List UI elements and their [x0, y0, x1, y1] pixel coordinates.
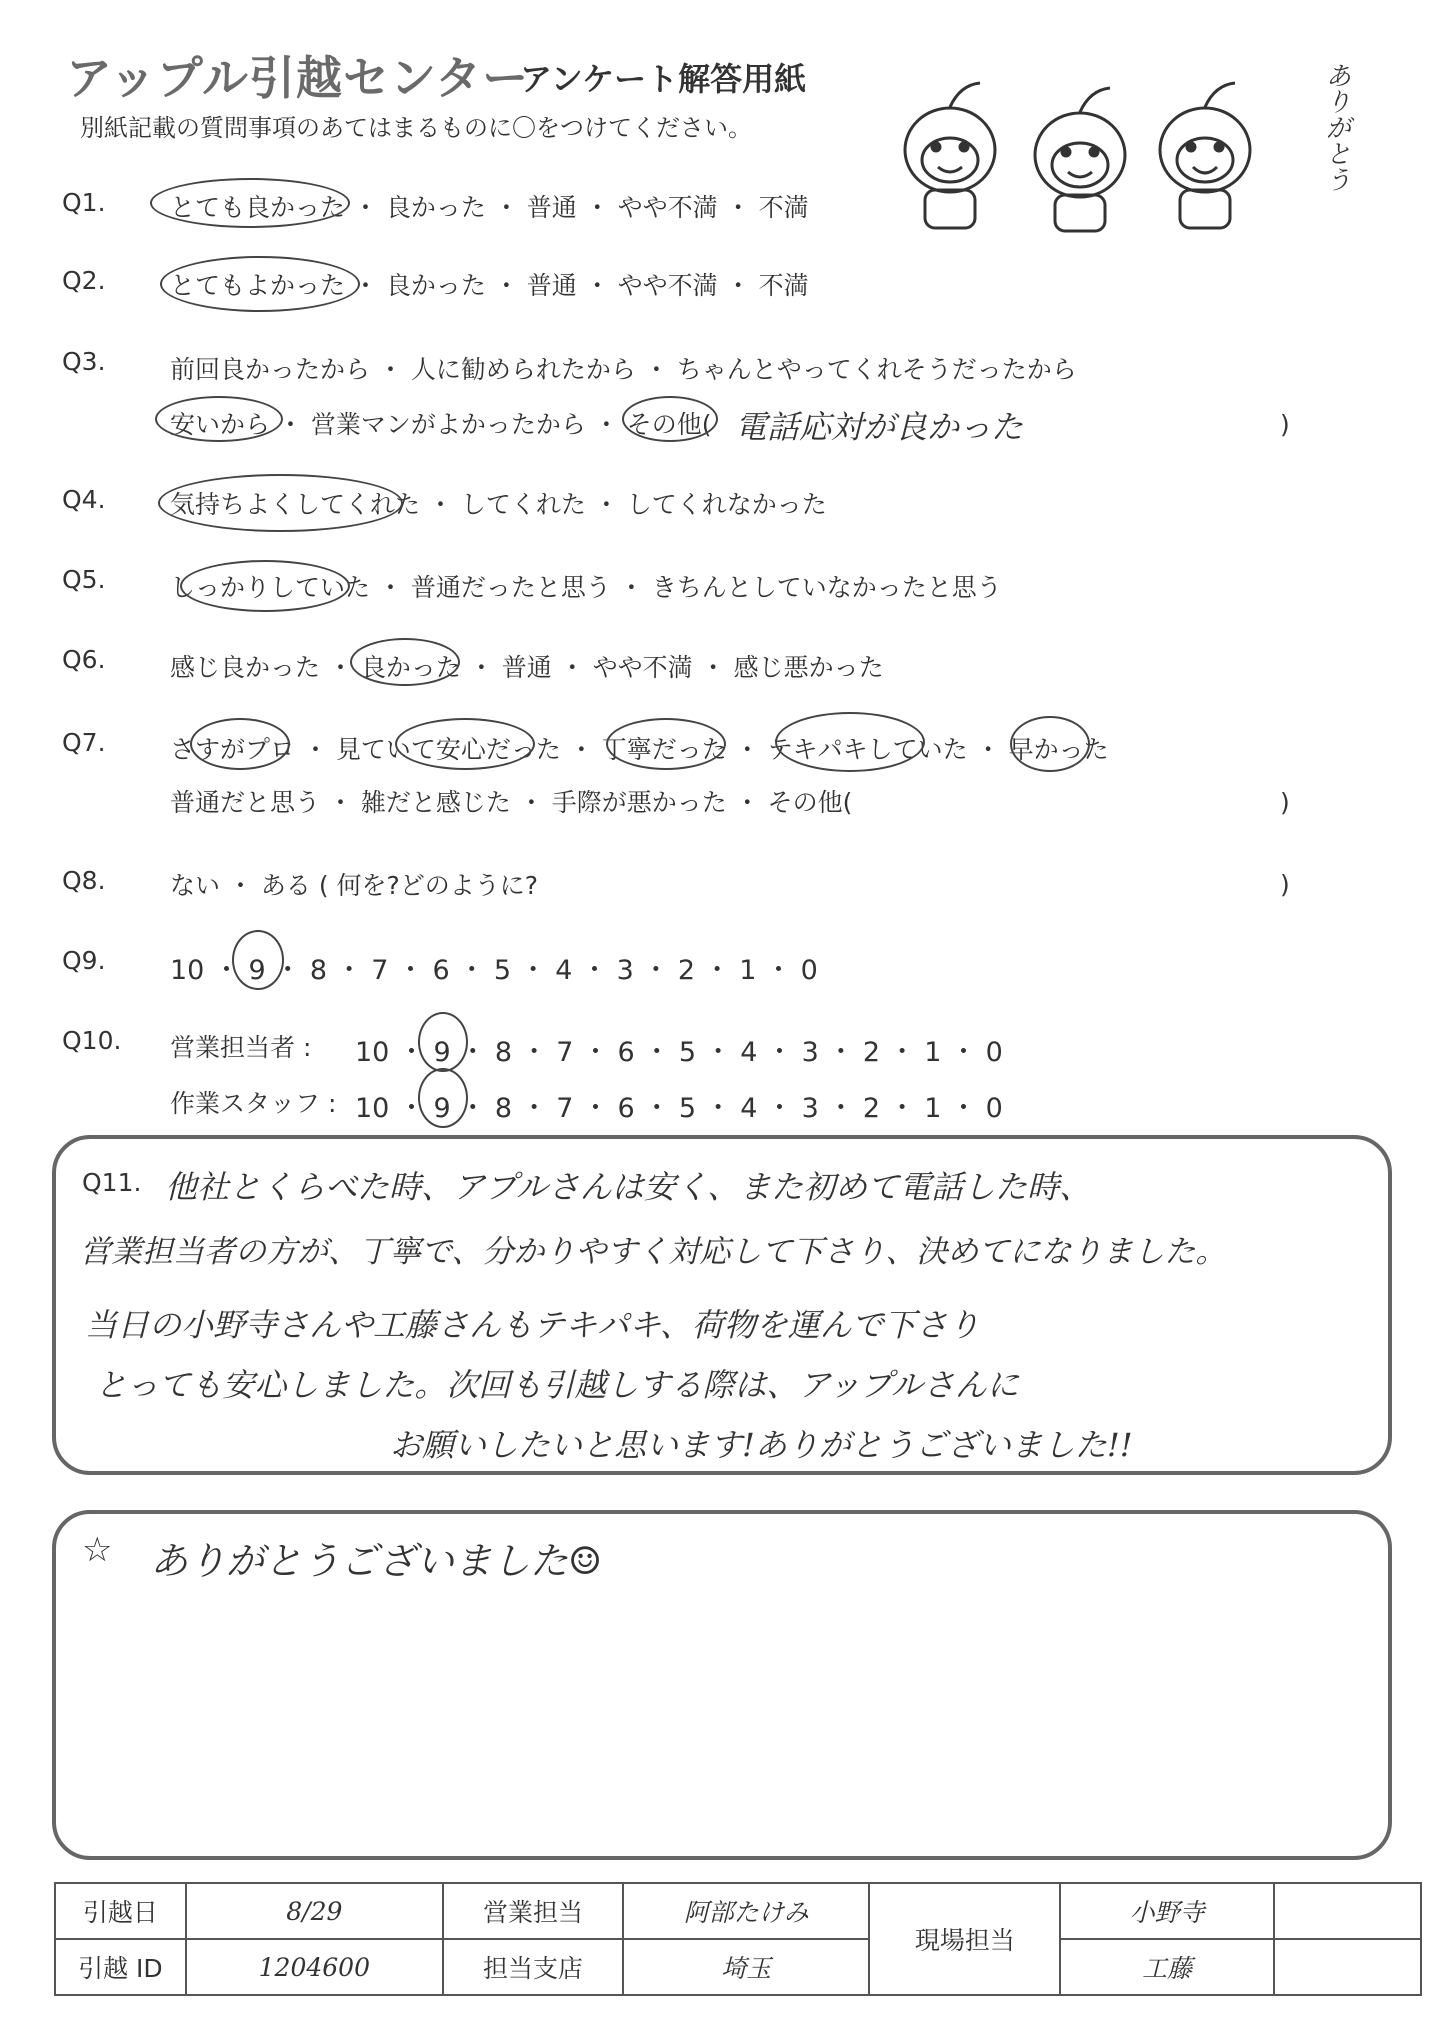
- q3-answer-circle-cheap: [155, 396, 283, 442]
- empty-cell-1: [1274, 1883, 1421, 1939]
- move-date: 8/29: [186, 1883, 443, 1939]
- q7-label: Q7.: [62, 728, 106, 757]
- q10-row1: 10 ・ 9 ・ 8 ・ 7 ・ 6 ・ 5 ・ 4 ・ 3 ・ 2 ・ 1 ・ 0: [355, 1037, 1003, 1068]
- thanks-vertical: ありがとう: [1321, 62, 1351, 192]
- move-date-label: 引越日: [55, 1883, 186, 1939]
- comment-star: ☆: [82, 1530, 113, 1570]
- mascot-illustration: [880, 55, 1300, 235]
- q9-answer-circle: [232, 930, 284, 990]
- q3-close: ): [1280, 410, 1290, 439]
- sales-label: 営業担当: [443, 1883, 623, 1939]
- q3-other-answer: 電話応対が良かった: [735, 408, 1024, 446]
- q7-circle-teinei: [606, 718, 726, 770]
- q11-line-1: 他社とくらべた時、アプルさんは安く、また初めて電話した時、: [165, 1168, 1092, 1206]
- q7-line1: さすがプロ ・ 見ていて安心だった ・ 丁寧だった ・ テキパキしていた ・ 早かった: [170, 735, 1109, 764]
- q8-label: Q8.: [62, 866, 106, 895]
- sales-person: 阿部たけみ: [623, 1883, 869, 1939]
- q2-options: とてもよかった ・ 良かった ・ 普通 ・ やや不満 ・ 不満: [170, 271, 809, 300]
- q7-circle-pro: [190, 718, 290, 770]
- footer-table: [54, 1882, 1422, 1996]
- q11-line-4: とっても安心しました。次回も引越しする際は、アップルさんに: [95, 1366, 1019, 1404]
- q10-row1-circle: [418, 1012, 468, 1072]
- q6-label: Q6.: [62, 645, 106, 674]
- q11-line-2: 営業担当者の方が、丁寧で、分かりやすく対応して下さり、決めてになりました。: [80, 1234, 1227, 1270]
- q10-label: Q10.: [62, 1026, 122, 1055]
- q8-options: ない ・ ある ( 何を?どのように?: [170, 871, 539, 900]
- q10-row2-label: 作業スタッフ :: [170, 1089, 337, 1118]
- move-id-label: 引越 ID: [55, 1939, 186, 1995]
- q3-answer-circle-other: [622, 396, 718, 442]
- q3-label: Q3.: [62, 347, 106, 376]
- q10-row2-circle: [418, 1068, 468, 1128]
- q2-answer-circle: [160, 256, 360, 312]
- q1-options: とても良かった ・ 良かった ・ 普通 ・ やや不満 ・ 不満: [170, 193, 809, 222]
- q4-label: Q4.: [62, 485, 106, 514]
- q1-label: Q1.: [62, 188, 106, 217]
- q10-row1-label: 営業担当者 :: [170, 1033, 312, 1062]
- move-id: 1204600: [186, 1939, 443, 1995]
- q9-options: 10 ・ 9 ・ 8 ・ 7 ・ 6 ・ 5 ・ 4 ・ 3 ・ 2 ・ 1 ・ 0: [170, 955, 818, 986]
- q5-options: しっかりしていた ・ 普通だったと思う ・ きちんとしていなかったと思う: [170, 573, 1002, 602]
- q7-circle-tekipaki: [775, 712, 925, 772]
- comment-text: ありがとうございました☺: [150, 1539, 603, 1583]
- q3-line2: 安いから ・ 営業マンがよかったから ・ その他(: [170, 410, 712, 439]
- q5-answer-circle: [180, 560, 350, 612]
- q10-row2: 10 ・ 9 ・ 8 ・ 7 ・ 6 ・ 5 ・ 4 ・ 3 ・ 2 ・ 1 ・ 0: [355, 1093, 1003, 1124]
- q8-close: ): [1280, 870, 1290, 899]
- q6-options: 感じ良かった ・ 良かった ・ 普通 ・ やや不満 ・ 感じ悪かった: [170, 653, 884, 682]
- q7-circle-hayai: [1010, 716, 1090, 772]
- q4-options: 気持ちよくしてくれた ・ してくれた ・ してくれなかった: [170, 490, 827, 519]
- q4-answer-circle: [158, 474, 403, 532]
- q11-line-5: お願いしたいと思います!ありがとうございました!!: [390, 1426, 1133, 1464]
- q3-line1: 前回良かったから ・ 人に勧められたから ・ ちゃんとやってくれそうだったから: [170, 355, 1077, 384]
- q2-label: Q2.: [62, 266, 106, 295]
- q9-label: Q9.: [62, 946, 106, 975]
- site-staff-2: 工藤: [1060, 1939, 1273, 1995]
- instruction: 別紙記載の質問事項のあてはまるものに〇をつけてください。: [80, 114, 752, 142]
- site-label: 現場担当: [869, 1883, 1060, 1995]
- q7-close: ): [1280, 788, 1290, 817]
- brand-name: アップル引越センター: [66, 51, 530, 105]
- q11-label: Q11.: [82, 1168, 142, 1197]
- q5-label: Q5.: [62, 565, 106, 594]
- q7-circle-anshin: [395, 718, 535, 770]
- q11-line-3: 当日の小野寺さんや工藤さんもテキパキ、荷物を運んで下さり: [85, 1306, 980, 1344]
- q1-answer-circle: [150, 178, 350, 228]
- form-title: アンケート解答用紙: [520, 60, 807, 98]
- branch: 埼玉: [623, 1939, 869, 1995]
- q7-line2: 普通だと思う ・ 雑だと感じた ・ 手際が悪かった ・ その他(: [170, 788, 853, 817]
- empty-cell-2: [1274, 1939, 1421, 1995]
- branch-label: 担当支店: [443, 1939, 623, 1995]
- site-staff-1: 小野寺: [1060, 1883, 1273, 1939]
- q6-answer-circle: [350, 638, 460, 686]
